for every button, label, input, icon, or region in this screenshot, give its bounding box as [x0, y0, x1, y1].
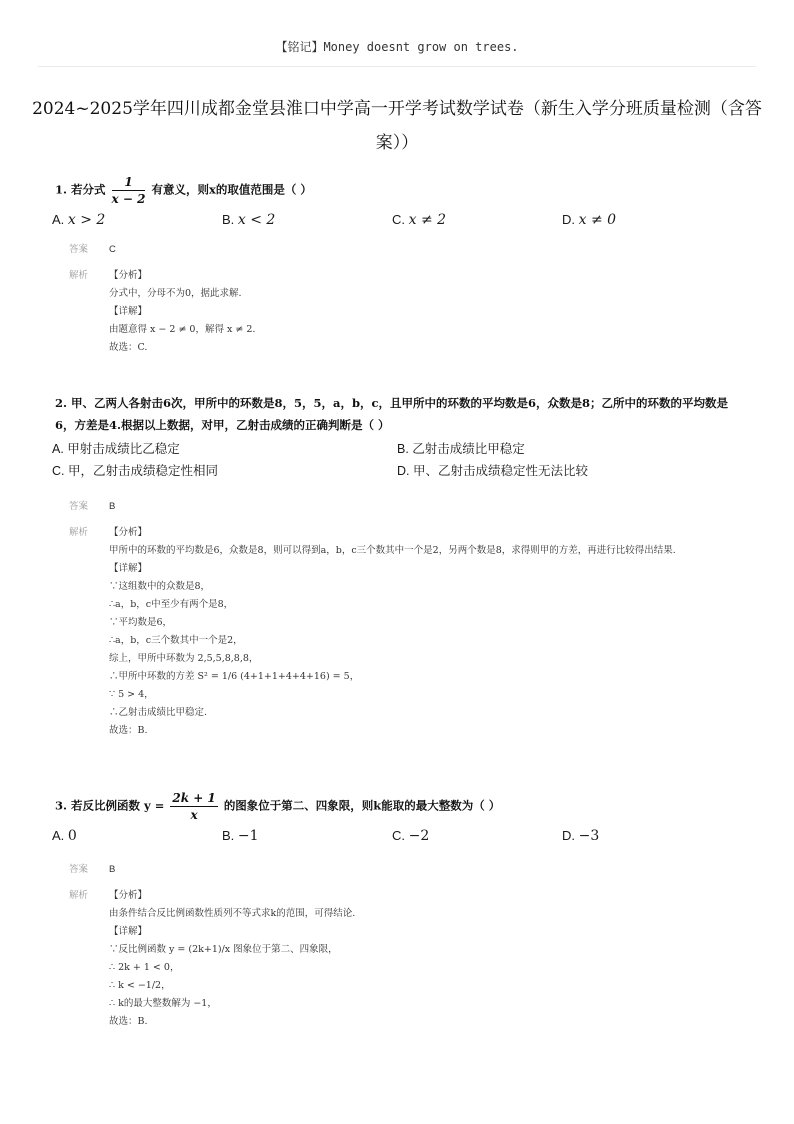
answer-value: B: [109, 864, 116, 875]
option-a[interactable]: A. 甲射击成绩比乙稳定: [52, 442, 180, 456]
option-b[interactable]: B. −1: [222, 828, 259, 844]
option-a[interactable]: A. x > 2: [52, 212, 106, 228]
answer-label: 答案: [69, 501, 89, 512]
fraction: $\frac{1}{x - 2}$: [111, 175, 146, 206]
question-stem: 3. 若反比例函数 y = $\frac{2k + 1}{x}$ 的图象位于第二、四象限，则k能取的最大整数为（ ）: [55, 791, 501, 822]
answer-block: [69, 241, 745, 357]
option-b[interactable]: B. 乙射击成绩比甲稳定: [397, 442, 525, 456]
answer-label: 答案: [69, 244, 89, 255]
question-3: [52, 790, 745, 1031]
document-title: 2024~2025学年四川成都金堂县淮口中学高一开学考试数学试卷（新生入学分班质量检测（含答案））: [32, 99, 762, 153]
header-divider: [38, 66, 756, 67]
analysis-label: 解析: [69, 527, 89, 538]
option-d[interactable]: D. x ≠ 0: [562, 212, 617, 228]
options: [52, 438, 745, 482]
option-b[interactable]: B. x < 2: [222, 212, 276, 228]
option-d[interactable]: D. −3: [562, 828, 600, 844]
answer-value: B: [109, 501, 116, 512]
option-c[interactable]: C. 甲，乙射击成绩稳定性相同: [52, 464, 218, 478]
options: [52, 209, 745, 231]
analysis-body: 【分析】 由条件结合反比例函数性质列不等式求k的范围，可得结论. 【详解】 ∵反比例函数 y = (2k+1)/x 图象位于第二、四象限， ∴ 2k + 1 < 0， ∴ k < −1/2， ∴ k的最大整数解为 −1， 故选：B.: [109, 890, 356, 1027]
option-d[interactable]: D. 甲、乙射击成绩稳定性无法比较: [397, 464, 588, 478]
answer-block: [69, 498, 745, 740]
question-1: [52, 174, 745, 357]
analysis-label: 解析: [69, 890, 89, 901]
question-stem: 2. 甲、乙两人各射击6次，甲所中的环数是8，5，5，a，b，c，且甲所中的环数的平均数是6，众数是8；乙所中的环数的平均数是6，方差是4.根据以上数据，对甲，乙射击成绩的正确判断是（ ）: [55, 396, 729, 432]
analysis-label: 解析: [69, 270, 89, 281]
answer-label: 答案: [69, 864, 89, 875]
fraction: $\frac{2k + 1}{x}$: [172, 791, 216, 822]
question-2: [52, 392, 745, 740]
options: [52, 825, 745, 847]
option-a[interactable]: A. 0: [52, 828, 77, 844]
analysis-body: 【分析】 分式中，分母不为0，据此求解. 【详解】 由题意得 x − 2 ≠ 0，解得 x ≠ 2. 故选：C.: [109, 270, 256, 353]
option-c[interactable]: C. −2: [392, 828, 430, 844]
question-stem: 1. 若分式 $\frac{1}{x - 2}$ 有意义，则x的取值范围是（ ）: [55, 175, 312, 206]
analysis-body: 【分析】 甲所中的环数的平均数是6，众数是8，则可以得到a，b，c三个数其中一个是2，另两个数是8，求得则甲的方差，再进行比较得出结果. 【详解】 ∵这组数中的众数是8， ∴a，b，c中至少有两个是8， ∵平均数是6， ∴a，b，c三个数其中一个是2， 综上，甲所中环数为 2,5,5,8,8,8， ∴甲所中环数的方差 S² = 1/6 (4+1+1+4+4+16) = 5， ∵ 5 > 4， ∴乙射击成绩比甲稳定. 故选：B.: [109, 527, 676, 736]
answer-block: [69, 861, 745, 1031]
answer-value: C: [109, 244, 116, 255]
option-c[interactable]: C. x ≠ 2: [392, 212, 447, 228]
page-header: 【铭记】Money doesnt grow on trees.: [275, 40, 519, 54]
